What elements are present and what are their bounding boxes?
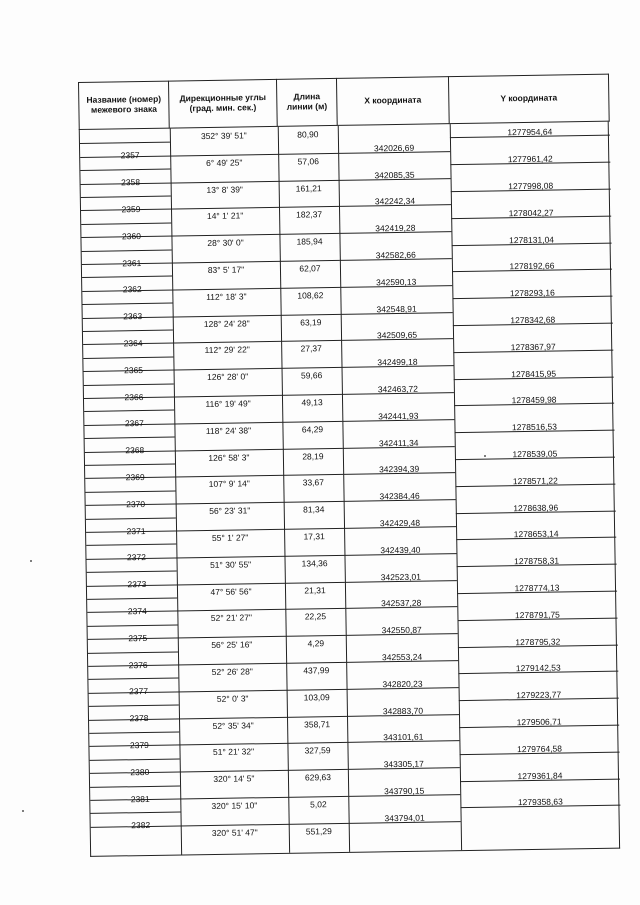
angle-cell: 320° 14' 5" (213, 773, 255, 785)
x-coordinate-cell: 342419,28 (375, 222, 416, 234)
angle-cell: 47° 56' 56" (210, 585, 252, 597)
row-divider (89, 705, 179, 707)
row-divider (88, 624, 178, 626)
row-divider (84, 383, 174, 385)
length-cell: 81,34 (303, 504, 325, 515)
length-cell: 358,71 (304, 718, 331, 730)
y-coordinate-cell: 1278571,22 (512, 475, 558, 487)
angle-cell: 83° 5' 17" (207, 264, 245, 275)
row-divider (86, 544, 176, 546)
point-name-cell: 2372 (126, 552, 147, 563)
angle-cell: 6° 49' 25" (206, 157, 243, 168)
length-cell: 21,31 (304, 584, 326, 596)
coordinates-table (78, 74, 610, 130)
point-name-cell: 2370 (126, 498, 146, 510)
header-y: Y координата (448, 74, 609, 124)
row-divider (83, 330, 173, 332)
length-cell: 551,29 (305, 825, 332, 837)
x-coordinate-cell: 343794,01 (384, 812, 425, 824)
length-cell: 28,19 (302, 450, 324, 462)
x-coordinate-cell: 342411,34 (378, 437, 419, 448)
y-coordinate-cell: 1278192,66 (509, 260, 555, 272)
row-divider (88, 651, 178, 653)
length-cell: 59,66 (300, 370, 323, 381)
length-cell: 63,19 (300, 316, 322, 328)
length-cell: 629,63 (304, 772, 332, 783)
x-coordinate-cell: 343790,15 (384, 785, 425, 797)
length-cell: 5,02 (310, 799, 327, 810)
x-coordinate-cell: 342509,65 (376, 330, 418, 341)
y-coordinate-cell: 1278795,32 (515, 636, 561, 647)
point-name-cell: 2377 (129, 686, 149, 697)
point-name-cell: 2361 (122, 257, 142, 268)
angle-cell: 56° 25' 16" (211, 639, 253, 651)
row-divider (80, 169, 170, 171)
angle-cell: 52° 21' 27" (210, 612, 253, 624)
length-cell: 161,21 (295, 182, 322, 194)
length-cell: 182,37 (296, 209, 323, 220)
x-coordinate-cell: 342384,46 (379, 490, 420, 502)
point-name-cell: 2359 (121, 204, 141, 215)
row-divider (81, 222, 171, 224)
point-name-cell: 2362 (122, 284, 142, 295)
length-cell: 62,07 (299, 263, 321, 274)
length-cell: 437,99 (303, 665, 330, 676)
header-length: Длина линии (м) (276, 78, 337, 126)
length-cell: 327,59 (304, 745, 331, 756)
y-coordinate-cell: 1277961,42 (507, 153, 553, 165)
y-coordinate-cell: 1278415,95 (511, 368, 557, 379)
length-cell: 64,29 (301, 423, 324, 435)
angle-cell: 52° 26' 28" (211, 666, 253, 677)
x-coordinate-cell: 342441,93 (378, 410, 419, 422)
row-divider (90, 812, 180, 814)
coordinates-sheet (78, 74, 620, 855)
point-name-cell: 2380 (130, 766, 150, 778)
point-name-cell: 2369 (125, 472, 145, 483)
x-coordinate-cell: 342550,87 (381, 624, 422, 636)
y-coordinate-cell: 1277998,08 (508, 180, 554, 192)
x-coordinate-cell: 342590,13 (376, 276, 417, 288)
point-name-cell: 2358 (121, 177, 141, 188)
angle-cell: 320° 15' 10" (211, 800, 258, 811)
x-coordinate-cell: 342537,28 (381, 598, 422, 609)
length-cell: 134,36 (301, 557, 328, 569)
x-coordinate-cell: 342429,48 (379, 517, 421, 529)
y-coordinate-cell: 1279223,77 (516, 689, 562, 701)
table-header-row (79, 74, 610, 129)
angle-cell: 112° 18' 3" (206, 291, 247, 302)
row-divider (85, 490, 175, 492)
point-name-cell: 2374 (127, 605, 147, 617)
y-coordinate-cell: 1278758,31 (514, 555, 560, 567)
point-name-cell: 2379 (129, 739, 149, 751)
length-cell: 4,29 (307, 638, 325, 649)
y-coordinate-cell: 1279764,58 (516, 743, 563, 754)
y-coordinate-cell: 1278638,96 (513, 502, 559, 513)
y-coordinate-cell: 1278516,53 (511, 421, 558, 433)
point-name-cell: 2375 (128, 632, 148, 644)
angle-cell: 352° 39' 51" (200, 130, 247, 142)
length-cell: 80,90 (297, 129, 319, 140)
row-divider (84, 410, 174, 412)
x-coordinate-cell: 342026,69 (373, 142, 415, 154)
point-name-cell: 2365 (123, 364, 144, 376)
angle-cell: 126° 28' 0" (206, 371, 249, 383)
y-coordinate-cell: 1279506,71 (516, 716, 562, 728)
row-divider (80, 142, 170, 144)
row-divider (82, 276, 172, 278)
point-name-cell: 2371 (126, 525, 146, 536)
y-coordinate-cell: 1279142,53 (515, 662, 561, 674)
length-cell: 49,13 (301, 397, 323, 408)
point-name-cell: 2373 (127, 579, 147, 590)
angle-cell: 52° 0' 3" (216, 693, 249, 704)
length-cell: 103,09 (303, 691, 330, 703)
length-cell: 27,37 (300, 343, 322, 354)
point-name-cell: 2382 (131, 820, 151, 831)
angle-cell: 116° 19' 49" (205, 398, 251, 410)
length-cell: 185,94 (296, 236, 323, 247)
x-coordinate-cell: 342394,39 (378, 464, 420, 475)
x-coordinate-cell: 342523,01 (380, 571, 421, 582)
x-coordinate-cell: 342883,70 (382, 705, 424, 716)
x-coordinate-cell: 342499,18 (377, 356, 418, 368)
point-name-cell: 2363 (123, 311, 143, 322)
angle-cell: 320° 51' 47" (211, 827, 258, 838)
scan-speck (30, 560, 32, 562)
point-name-cell: 2381 (130, 793, 150, 804)
x-coordinate-cell: 342242,34 (374, 196, 416, 207)
length-cell: 57,06 (297, 156, 319, 167)
y-coordinate-cell: 1278653,14 (513, 528, 559, 540)
x-coordinate-cell: 342553,24 (381, 651, 423, 663)
row-divider (82, 303, 172, 305)
angle-cell: 52° 35' 34" (212, 719, 254, 731)
row-divider (87, 571, 177, 573)
angle-cell: 14° 1' 21" (206, 210, 244, 222)
angle-cell: 55° 1' 27" (211, 532, 249, 543)
table-body (79, 122, 620, 857)
angle-cell: 51° 30' 55" (209, 559, 252, 570)
angle-cell: 128° 24' 28" (203, 317, 250, 329)
y-coordinate-cell: 1278367,97 (510, 341, 556, 353)
point-name-cell: 2366 (124, 391, 144, 402)
x-coordinate-cell: 342439,40 (380, 544, 421, 556)
y-coordinate-cell: 1278042,27 (508, 207, 554, 219)
point-name-cell: 2376 (128, 659, 148, 670)
y-coordinate-cell: 1278342,68 (510, 314, 556, 326)
row-divider (89, 731, 179, 733)
point-name-cell: 2367 (124, 418, 144, 429)
x-coordinate-cell: 342085,35 (374, 169, 415, 180)
row-divider (81, 196, 171, 198)
angle-cell: 126° 58' 3" (208, 451, 250, 463)
row-divider (85, 464, 175, 466)
angle-cell: 112° 29' 22" (204, 344, 250, 356)
row-divider (90, 758, 180, 760)
x-coordinate-cell: 342582,66 (375, 249, 416, 261)
scan-speck (22, 810, 24, 812)
y-coordinate-cell: 1279358,63 (517, 796, 563, 808)
length-cell: 22,25 (304, 611, 327, 622)
y-coordinate-cell: 1278131,04 (508, 234, 555, 245)
point-name-cell: 2360 (121, 230, 141, 242)
row-divider (87, 598, 177, 600)
length-cell: 108,62 (297, 289, 324, 301)
x-coordinate-cell: 343101,61 (383, 732, 424, 743)
y-coordinate-cell: 1277954,64 (507, 126, 553, 138)
y-coordinate-cell: 1278293,16 (509, 287, 555, 299)
x-coordinate-cell: 343305,17 (383, 758, 424, 770)
length-cell: 17,31 (303, 531, 325, 542)
header-angle: Дирекционные углы (град. мин. сек.) (168, 79, 277, 128)
row-divider (88, 678, 178, 680)
row-divider (83, 356, 173, 358)
angle-cell: 51° 21' 32" (212, 746, 255, 758)
row-divider (82, 249, 172, 251)
row-divider (90, 785, 180, 787)
row-divider (85, 437, 175, 439)
angle-cell: 13° 8' 39" (206, 184, 243, 195)
y-coordinate-cell: 1278774,13 (514, 582, 560, 594)
angle-cell: 107° 9' 14" (208, 478, 250, 490)
point-name-cell: 2364 (123, 338, 143, 349)
y-coordinate-cell: 1278791,75 (514, 609, 560, 620)
x-coordinate-cell: 342548,91 (376, 303, 417, 314)
header-x: X координата (336, 77, 449, 126)
y-coordinate-cell: 1278539,05 (512, 448, 558, 460)
length-cell: 33,67 (302, 477, 325, 488)
angle-cell: 28° 30' 0" (207, 237, 244, 249)
point-name-cell: 2357 (120, 150, 140, 161)
angle-cell: 118° 24' 38" (205, 425, 252, 436)
angle-cell: 56° 23' 31" (209, 505, 251, 517)
row-divider (86, 517, 176, 519)
y-coordinate-cell: 1278459,98 (511, 394, 557, 406)
x-coordinate-cell: 342820,23 (382, 678, 423, 690)
point-name-cell: 2378 (129, 713, 149, 724)
x-coordinate-cell: 342463,72 (377, 383, 419, 395)
scan-speck (484, 455, 486, 457)
header-name: Название (номер) межевого знака (79, 81, 170, 129)
point-name-cell: 2368 (125, 445, 145, 456)
y-coordinate-cell: 1279361,84 (517, 770, 563, 781)
